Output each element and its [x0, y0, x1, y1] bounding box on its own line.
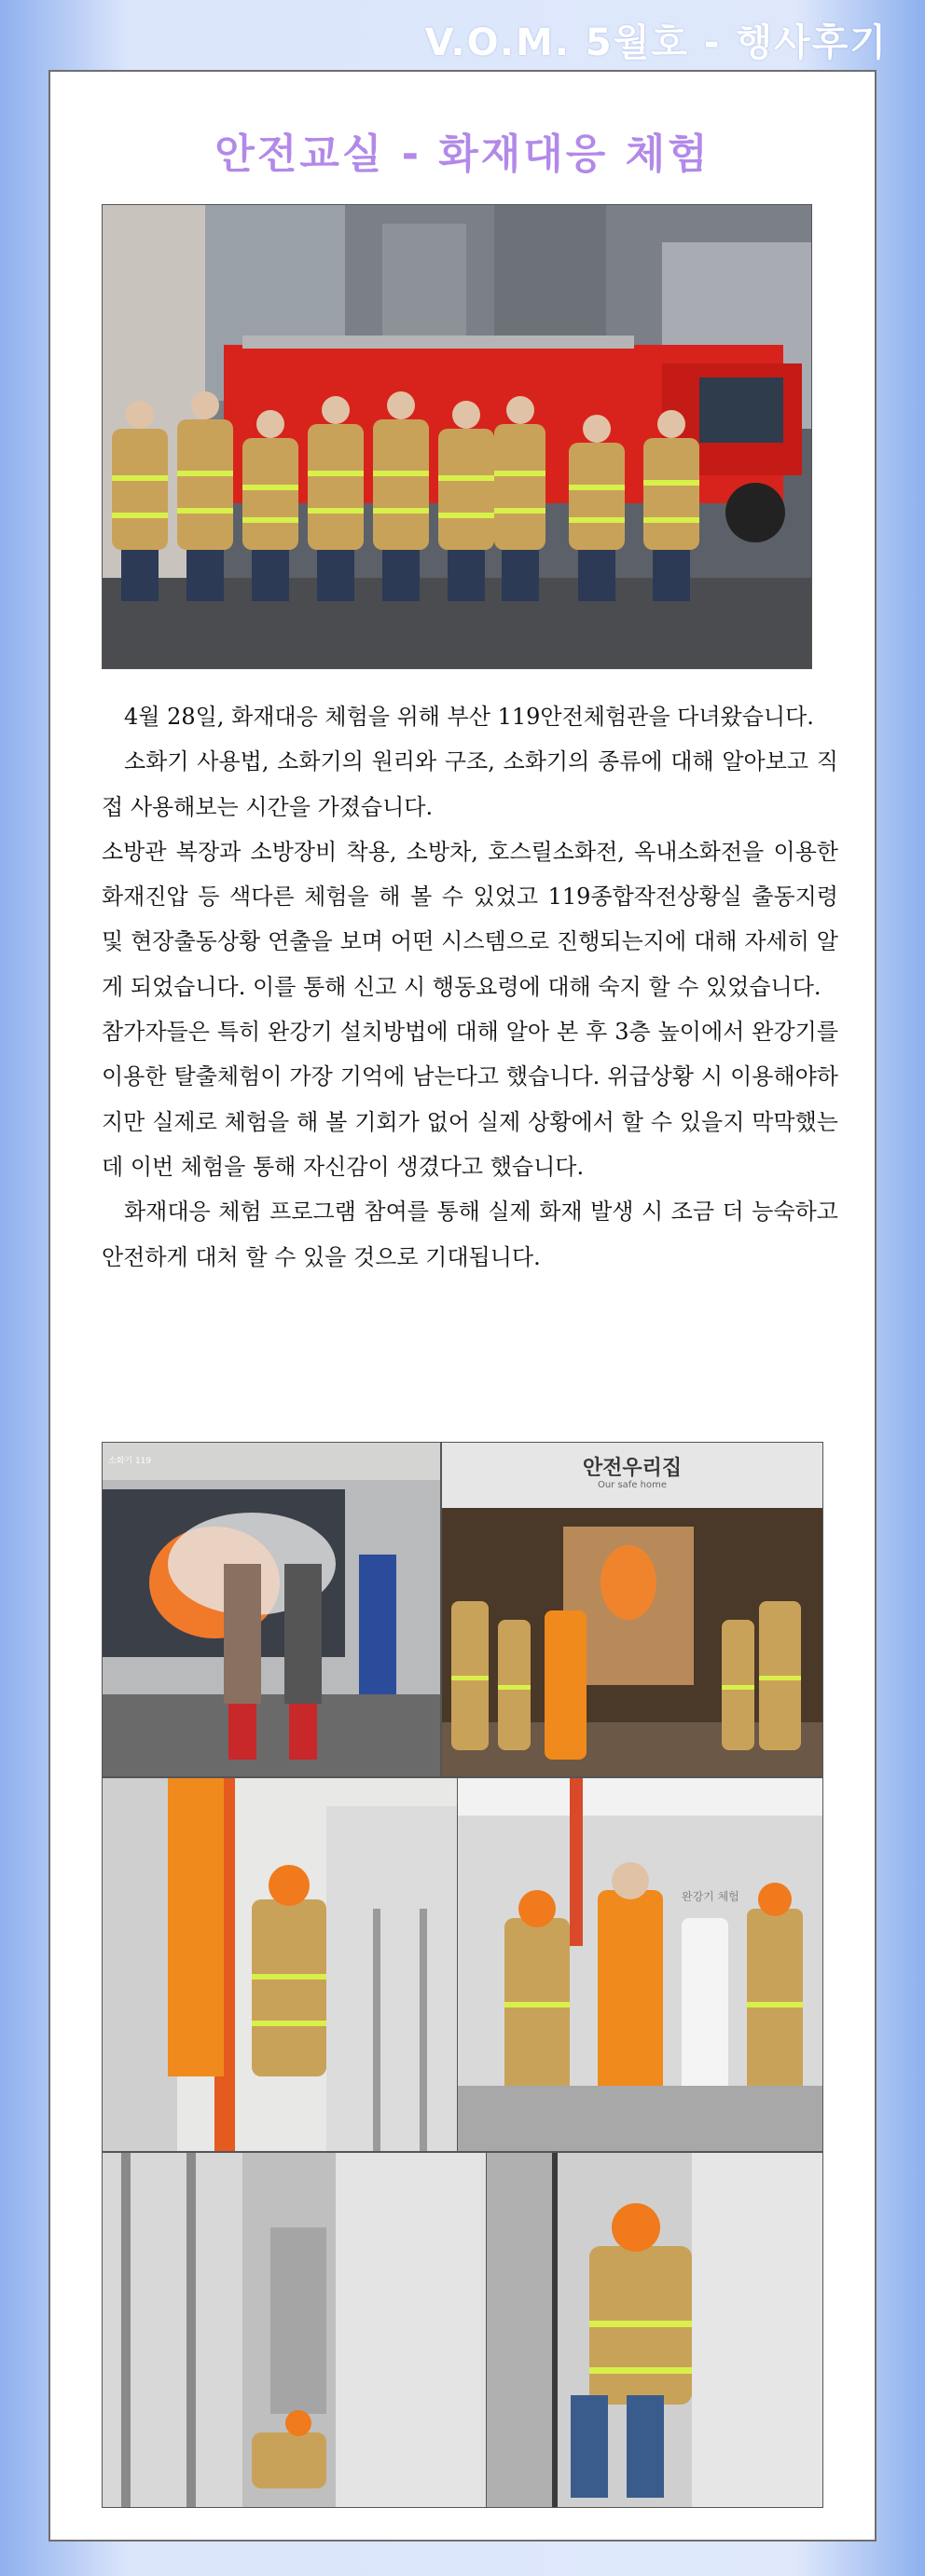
photo-safe-home	[441, 1442, 823, 1777]
group-photo-fire-truck	[102, 204, 812, 669]
paragraph-descender: 참가자들은 특히 완강기 설치방법에 대해 알아 본 후 3층 높이에서 완강기를 이용한 탈출체험이 가장 기억에 남는다고 했습니다. 위급상황 시 이용해야하지만 실제로 체험을 해 볼 기회가 없어 실제 상황에서 할 수 있을지 막막했는데 이번 체험을 통해 자신감이 생겼다고 했습니다.	[102, 1019, 838, 1180]
article-card	[48, 70, 877, 2542]
extinguisher-sign: 소화기 119	[108, 1457, 152, 1466]
descender-sign: 완강기 체험	[682, 1890, 739, 1903]
safe-home-subtitle: Our safe home	[597, 1480, 668, 1490]
header-title: V.O.M. 5월호 - 행사후기	[424, 21, 888, 64]
article-title: 안전교실 - 화재대응 체험	[214, 130, 711, 178]
photo-rappelling	[486, 2152, 823, 2508]
photo-extinguisher-training	[102, 1442, 441, 1777]
safe-home-sign: 안전우리집	[582, 1457, 683, 1480]
paragraph-equipment: 소방관 복장과 소방장비 착용, 소방차, 호스릴소화전, 옥내소화전을 이용한 화재진압 등 색다른 체험을 해 볼 수 있었고 119종합작전상황실 출동지령 및 현장출동상황 연출을 보며 어떤 시스템으로 진행되는지에 대해 자세히 알게 되었습니다. 이를 통해 신고 시 행동요령에 대해 숙지 할 수 있었습니다.	[102, 838, 838, 1000]
paragraph-conclusion: 화재대응 체험 프로그램 참여를 통해 실제 화재 발생 시 조금 더 능숙하고 안전하게 대처 할 수 있을 것으로 기대됩니다.	[102, 1199, 838, 1270]
paragraph-intro: 4월 28일, 화재대응 체험을 위해 부산 119안전체험관을 다녀왔습니다.	[124, 704, 814, 730]
photo-descending-stairs	[102, 2152, 493, 2508]
article-body	[102, 694, 838, 1280]
photo-descender-climb	[102, 1777, 482, 2152]
photo-descender-harness	[457, 1777, 823, 2152]
paragraph-extinguisher: 소화기 사용법, 소화기의 원리와 구조, 소화기의 종류에 대해 알아보고 직접 사용해보는 시간을 가졌습니다.	[102, 748, 838, 820]
